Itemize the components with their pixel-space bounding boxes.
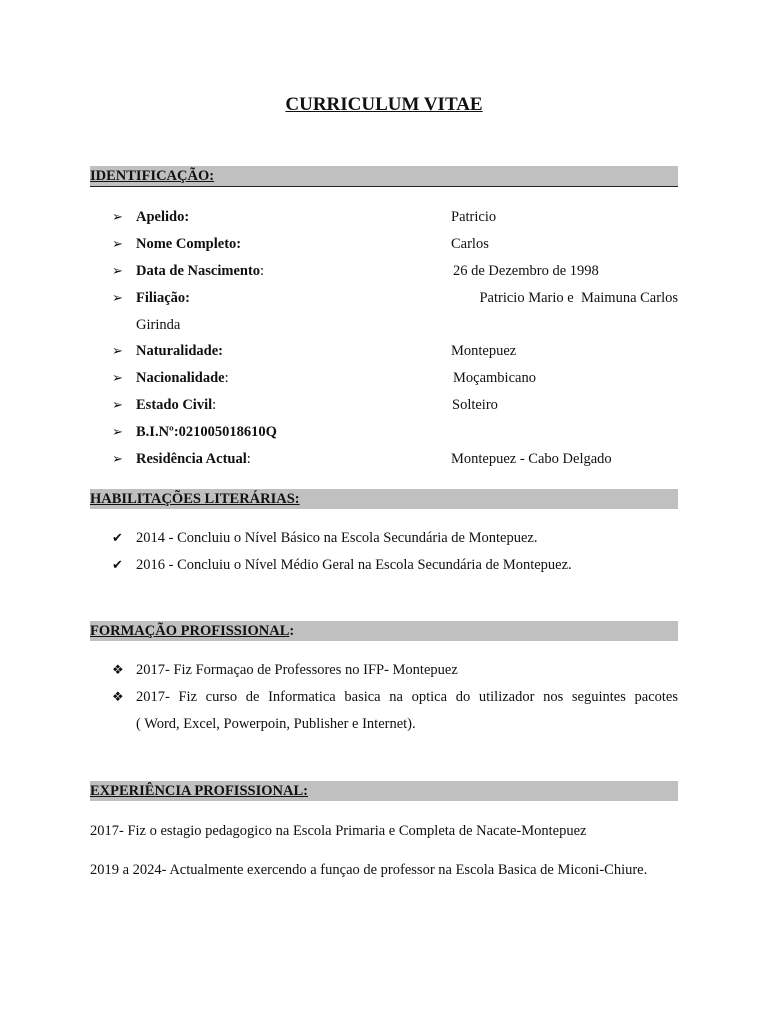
list-item-habilitacao <box>112 555 678 575</box>
field-label: Residência Actual <box>136 451 247 467</box>
habilitacao-text: 2016 - Concluiu o Nível Médio Geral na Escola Secundária de Montepuez. <box>136 557 572 573</box>
formacao-text: 2017- Fiz Formaçao de Professores no IFP- Montepuez <box>136 662 458 678</box>
field-label: Nacionalidade <box>136 370 225 386</box>
list-item-formacao <box>112 660 678 680</box>
arrow-bullet-icon: ➢ <box>112 370 123 385</box>
section-habilitacoes-label: HABILITAÇÕES LITERÁRIAS: <box>90 491 300 507</box>
arrow-bullet-icon: ➢ <box>112 397 123 412</box>
section-divider <box>90 186 678 187</box>
field-label: Nome Completo: <box>136 236 242 252</box>
section-formacao-label: FORMAÇÃO PROFISSIONAL <box>90 623 290 639</box>
field-label: Apelido: <box>136 209 190 225</box>
list-item-estado-civil <box>112 395 678 415</box>
formacao-text-line2: ( Word, Excel, Powerpoin, Publisher e Internet). <box>136 716 416 732</box>
list-item-bi <box>112 422 678 442</box>
section-identificacao-label: IDENTIFICAÇÃO: <box>90 168 215 184</box>
section-experiencia-label: EXPERIÊNCIA PROFISSIONAL: <box>90 783 308 799</box>
list-item-data-nascimento <box>112 261 678 281</box>
field-value: Carlos <box>451 236 489 252</box>
field-label-suffix: : <box>246 451 251 467</box>
habilitacao-text: 2014 - Concluiu o Nível Básico na Escola Secundária de Montepuez. <box>136 530 538 546</box>
field-label: B.I.Nº:021005018610Q <box>136 424 277 440</box>
section-habilitacoes-heading <box>90 489 678 509</box>
field-value: Moçambicano <box>453 370 536 386</box>
field-label: Filiação: <box>136 290 190 306</box>
section-experiencia-heading <box>90 781 678 801</box>
field-value: Montepuez <box>451 343 517 359</box>
arrow-bullet-icon: ➢ <box>112 451 123 466</box>
arrow-bullet-icon: ➢ <box>112 263 123 278</box>
checkmark-bullet-icon: ✔ <box>112 557 123 572</box>
list-item-nacionalidade <box>112 368 678 388</box>
field-label-suffix: : <box>224 370 229 386</box>
list-item-apelido <box>112 207 678 227</box>
formacao-text-line1: 2017- Fiz curso de Informatica basica na optica do utilizador nos seguintes pacotes <box>136 689 678 705</box>
field-label-suffix: : <box>212 397 217 413</box>
list-item-filiacao <box>112 288 678 308</box>
diamond-bullet-icon: ❖ <box>112 662 124 677</box>
section-formacao-heading <box>90 621 678 641</box>
diamond-bullet-icon: ❖ <box>112 689 124 704</box>
experiencia-item: 2017- Fiz o estagio pedagogico na Escola Primaria e Completa de Nacate-Montepuez <box>90 823 587 839</box>
checkmark-bullet-icon: ✔ <box>112 530 123 545</box>
arrow-bullet-icon: ➢ <box>112 209 123 224</box>
arrow-bullet-icon: ➢ <box>112 236 123 251</box>
list-item-naturalidade <box>112 341 678 361</box>
list-item-habilitacao <box>112 528 678 548</box>
field-label: Estado Civil <box>136 397 213 413</box>
arrow-bullet-icon: ➢ <box>112 290 123 305</box>
field-value: Patricio Mario e Maimuna Carlos <box>479 290 678 306</box>
experiencia-item: 2019 a 2024- Actualmente exercendo a funçao de professor na Escola Basica de Miconi-Chiure. <box>90 862 648 878</box>
field-value: Montepuez - Cabo Delgado <box>451 451 612 467</box>
arrow-bullet-icon: ➢ <box>112 424 123 439</box>
list-item-residencia <box>112 449 678 469</box>
filiacao-continuation: Girinda <box>136 317 181 333</box>
document-title: CURRICULUM VITAE <box>285 94 483 115</box>
field-value: Patricio <box>451 209 497 225</box>
field-label: Naturalidade: <box>136 343 223 359</box>
field-value: Solteiro <box>452 397 498 413</box>
field-value: 26 de Dezembro de 1998 <box>453 263 599 279</box>
section-formacao-suffix: : <box>289 623 295 639</box>
field-label-suffix: : <box>260 263 265 279</box>
field-label: Data de Nascimento <box>136 263 261 279</box>
section-identificacao-heading <box>90 166 678 186</box>
arrow-bullet-icon: ➢ <box>112 343 123 358</box>
list-item-nome-completo <box>112 234 678 254</box>
